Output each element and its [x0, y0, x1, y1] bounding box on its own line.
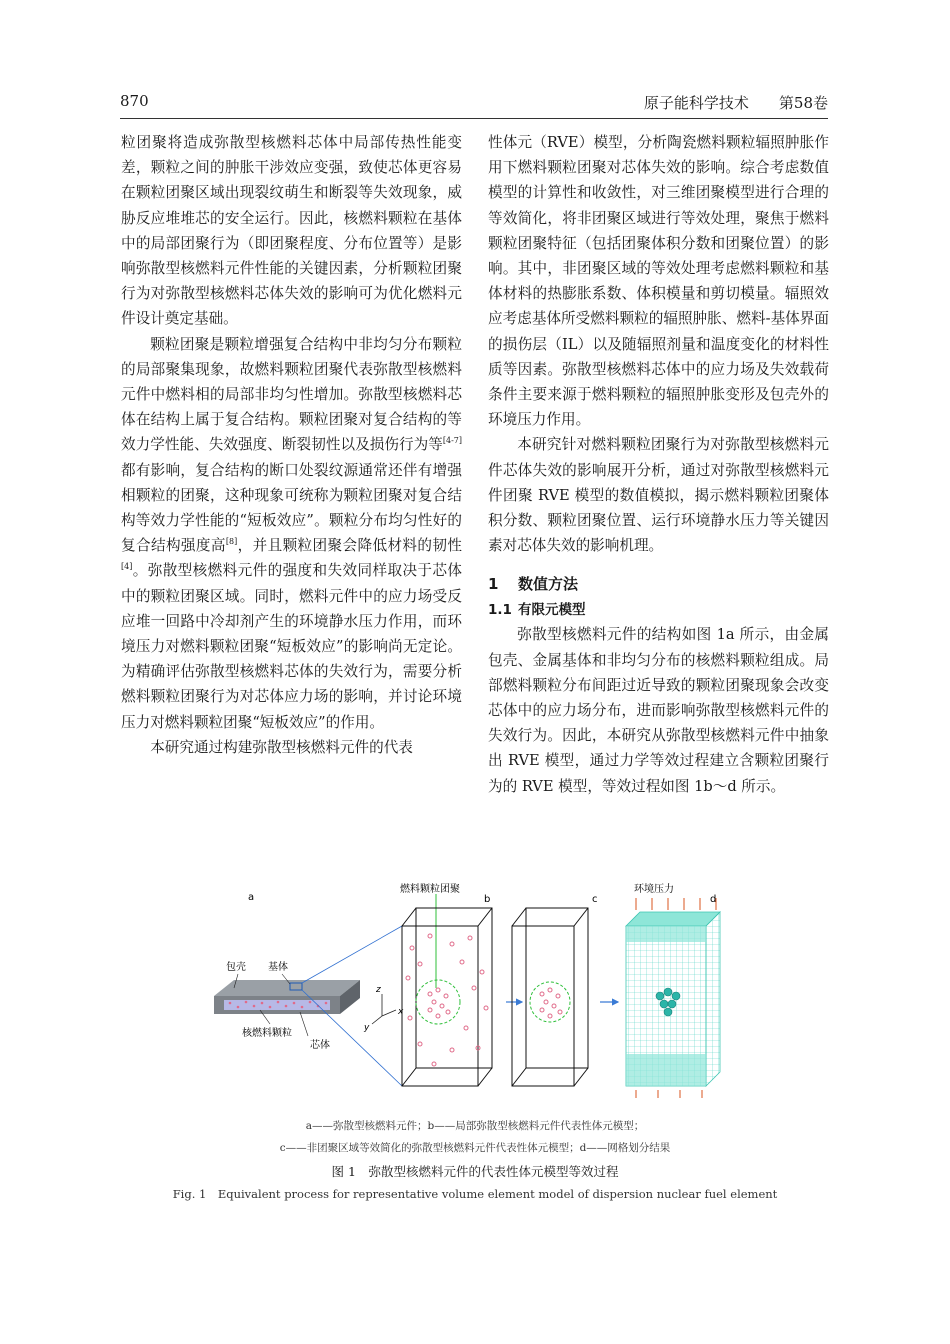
section-heading: 1 数值方法: [488, 575, 579, 594]
axis-z: z: [376, 985, 381, 995]
paragraph: 本研究针对燃料颗粒团聚行为对弥散型核燃料元件芯体失效的影响展开分析，通过对弥散型核燃料元件团聚 RVE 模型的数值模拟，揭示燃料颗粒团聚体积分数、颗粒团聚位置、运行环境静水压力等关键因素对芯体失效的影响机理。: [488, 436, 829, 555]
axis-y: y: [364, 1023, 370, 1033]
panel-label-d: d: [710, 894, 717, 905]
subsection-heading: 1.1 有限元模型: [488, 602, 586, 619]
panel-label-c: c: [592, 894, 598, 905]
figure-caption-en: Fig. 1 Equivalent process for representative volume element model of dispersion nuclear fuel element: [172, 1187, 778, 1201]
particles-b: [406, 934, 488, 1066]
left-column: [121, 130, 462, 760]
label-pressure: 环境压力: [634, 884, 674, 895]
axis-x: x: [398, 1007, 404, 1017]
citation: [4-7]: [442, 436, 462, 446]
paragraph: 颗粒团聚是颗粒增强复合结构中非均匀分布颗粒的局部聚集现象，故燃料颗粒团聚代表弥散型核燃料元件中燃料相的局部非均匀性增加。弥散型核燃料芯体在结构上属于复合结构。颗粒团聚对复合结构的等效力学性能、失效强度、断裂韧性以及损伤行为等[4-7]都有影响，复合结构的断口处裂纹源通常还伴有增强相颗粒的团聚，这种现象可统称为颗粒团聚对复合结构等效力学性能的“短板效应”。颗粒分布均匀性好的复合结构强度高[8]，并且颗粒团聚会降低材料的韧性[4]。弥散型核燃料元件的强度和失效同样取决于芯体中的颗粒团聚区域。同时，燃料元件中的应力场受反应堆一回路中冷却剂产生的环境静水压力作用，而环境压力对燃料颗粒团聚“短板效应”的影响尚无定论。为精确评估弥散型核燃料芯体的失效行为，需要分析燃料颗粒团聚行为对芯体应力场的影响，并讨论环境压力对燃料颗粒团聚“短板效应”的作用。: [121, 335, 462, 731]
running-header: [120, 92, 828, 119]
figure-caption-cn: 图 1 弥散型核燃料元件的代表性体元模型等效过程: [331, 1164, 619, 1179]
label-cladding: 包壳: [226, 962, 246, 973]
coordinate-axes: [372, 994, 396, 1024]
figure-subcaption: a——弥散型核燃料元件；b——局部弥散型核燃料元件代表性体元模型；: [305, 1120, 645, 1132]
rve-box-c: [512, 908, 588, 1086]
citation: [4]: [121, 562, 133, 572]
particles-c: [540, 988, 562, 1018]
fuel-element-plate: [214, 980, 360, 1014]
paragraph: 弥散型核燃料元件的结构如图 1a 所示，由金属包壳、金属基体和非均匀分布的核燃料颗粒组成。局部燃料颗粒分布间距过近导致的颗粒团聚现象会改变芯体中的应力场分布，进而影响弥散型核燃料元件的失效行为。因此，本研究从弥散型核燃料元件中抽象出 RVE 模型，通过力学等效过程建立含颗粒团聚行为的 RVE 模型，等效过程如图 1b～d 所示。: [488, 626, 829, 795]
label-fuel-particle: 核燃料颗粒: [242, 1028, 292, 1039]
panel-label-b: b: [484, 894, 491, 905]
right-column: [488, 130, 829, 799]
paragraph: 本研究通过构建弥散型核燃料元件的代表: [150, 738, 413, 756]
label-core: 芯体: [310, 1040, 330, 1051]
journal-title: 原子能科学技术 第58卷: [643, 94, 828, 112]
paragraph: 粒团聚将造成弥散型核燃料芯体中局部传热性能变差，颗粒之间的肿胀干涉效应变强，致使芯体更容易在颗粒团聚区域出现裂纹萌生和断裂等失效现象，威胁反应堆堆芯的安全运行。因此，核燃料颗粒在基体中的局部团聚行为（即团聚程度、分布位置等）是影响弥散型核燃料元件性能的关键因素，分析颗粒团聚行为对弥散型核燃料芯体失效的影响可为优化燃料元件设计奠定基础。: [121, 134, 462, 328]
label-cluster: 燃料颗粒团聚: [400, 884, 460, 895]
panel-label-a: a: [248, 892, 255, 903]
page-number: 870: [120, 92, 149, 110]
figure-1: [190, 878, 750, 1098]
mesh-model-d: [626, 912, 720, 1086]
label-matrix: 基体: [268, 962, 288, 973]
citation: [8]: [225, 537, 238, 547]
paragraph: 性体元（RVE）模型，分析陶瓷燃料颗粒辐照肿胀作用下燃料颗粒团聚对芯体失效的影响。综合考虑数值模型的计算性和收敛性，对三维团聚模型进行合理的等效简化，将非团聚区域进行等效处理，聚焦于燃料颗粒团聚特征（包括团聚体积分数和团聚位置）的影响。其中，非团聚区域的等效处理考虑燃料颗粒和基体材料的热膨胀系数、体积模量和剪切模量。辐照效应考虑基体所受燃料颗粒的辐照肿胀、燃料-基体界面的损伤层（IL）以及随辐照剂量和温度变化的材料性质等因素。弥散型核燃料芯体中的应力场及失效载荷条件主要来源于燃料颗粒的辐照肿胀变形及包壳外的环境压力作用。: [488, 134, 829, 429]
figure-subcaption: c——非团聚区域等效简化的弥散型核燃料元件代表性体元模型；d——网格划分结果: [279, 1142, 671, 1154]
rve-box-b: [402, 908, 492, 1086]
